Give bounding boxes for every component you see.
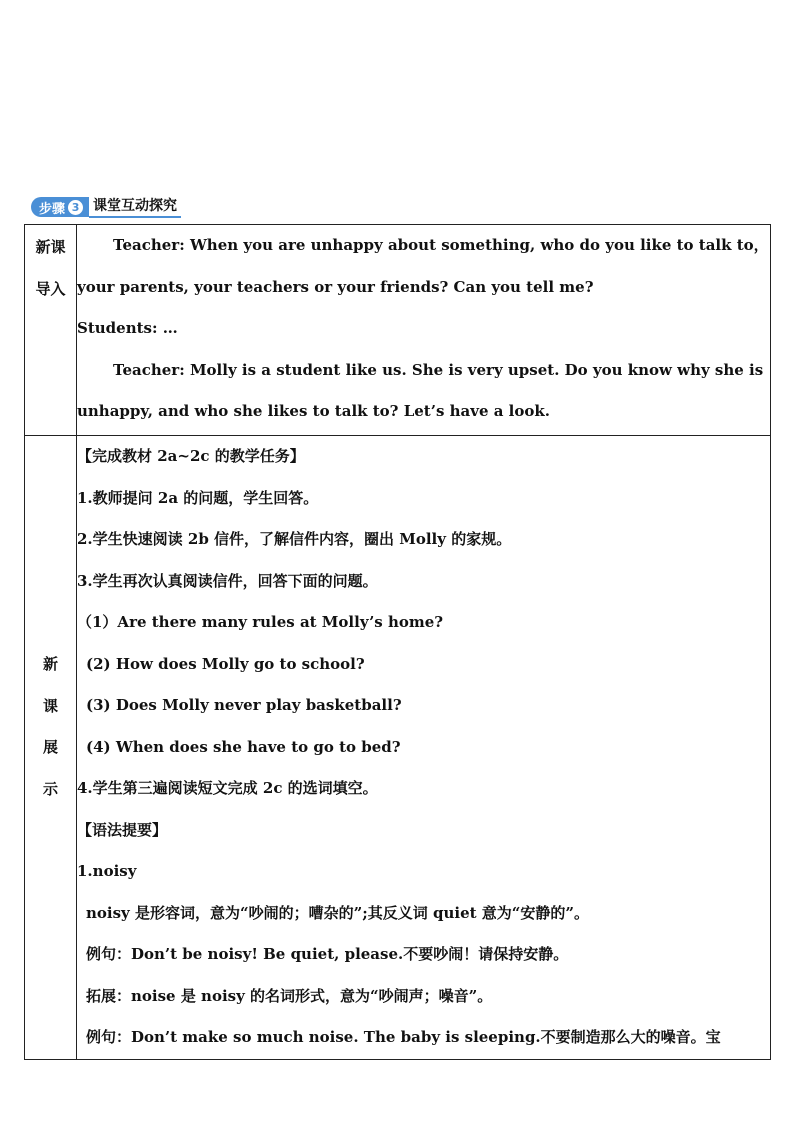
row-content-intro <box>77 225 771 436</box>
content-line: your parents, your teachers or your friends? Can you tell me? <box>77 277 594 296</box>
content-line: noisy 是形容词，意为“吵闹的；嘈杂的”;其反义词 quiet 意为“安静的”。 <box>86 903 590 922</box>
content-line: 2.学生快速阅读 2b 信件，了解信件内容，圈出 Molly 的家规。 <box>77 530 512 548</box>
row-label-intro <box>25 225 77 436</box>
table-row-intro <box>25 225 771 436</box>
lesson-table <box>24 224 771 1060</box>
step-badge <box>31 197 89 217</box>
row-label-line: 示 <box>42 779 58 798</box>
row-label-presentation <box>25 436 77 1060</box>
content-line: 1.noisy <box>77 862 137 880</box>
row-label-line: 新课 <box>35 238 66 256</box>
content-line: 3.学生再次认真阅读信件，回答下面的问题。 <box>77 571 378 590</box>
content-line: 4.学生第三遍阅读短文完成 2c 的选词填空。 <box>77 779 378 797</box>
content-line: Teacher: When you are unhappy about something, who do you like to talk to， <box>113 236 769 254</box>
step-title: 课堂互动探究 <box>89 196 181 218</box>
content-line: 例句：Don’t make so much noise. The baby is sleeping.不要制造那么大的噪音。宝 <box>86 1028 721 1046</box>
step-header <box>31 197 181 217</box>
content-line: （1）Are there many rules at Molly’s home? <box>77 613 444 631</box>
content-line: unhappy, and who she likes to talk to? Let’s have a look. <box>77 402 550 420</box>
content-line: 例句：Don’t be noisy! Be quiet, please.不要吵闹！请保持安静。 <box>86 945 569 963</box>
content-line: 【语法提要】 <box>77 820 168 839</box>
content-line: Teacher: Molly is a student like us. She is very upset. Do you know why she is <box>113 360 764 379</box>
content-line: 【完成教材 2a~2c 的教学任务】 <box>77 447 305 465</box>
row-content-presentation <box>77 436 771 1060</box>
row-label-line: 展 <box>42 738 58 756</box>
row-label-line: 导入 <box>35 279 66 298</box>
step-label: 步骤 <box>39 201 66 217</box>
content-line: 拓展：noise 是 noisy 的名词形式，意为“吵闹声；噪音”。 <box>86 986 493 1005</box>
content-line: 1.教师提问 2a 的问题，学生回答。 <box>77 488 319 507</box>
table-row-presentation <box>25 436 771 1060</box>
content-line: (3) Does Molly never play basketball? <box>86 696 402 714</box>
content-line: Students: … <box>77 319 178 337</box>
step-number: 3 <box>68 200 83 215</box>
content-line: (4) When does she have to go to bed? <box>86 737 401 756</box>
content-line: (2) How does Molly go to school? <box>86 654 365 673</box>
row-label-line: 课 <box>42 696 58 715</box>
row-label-line: 新 <box>42 655 58 673</box>
